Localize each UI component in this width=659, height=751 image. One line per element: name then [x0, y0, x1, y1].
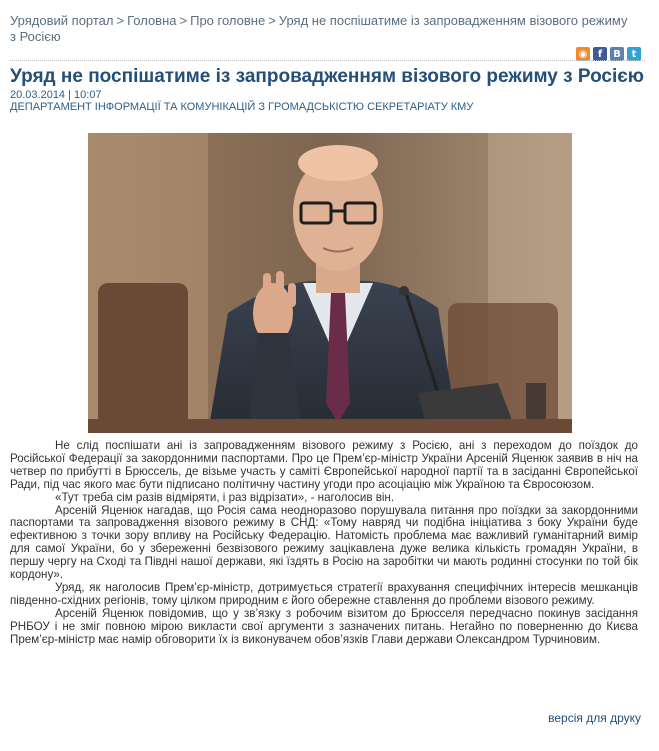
photo-illustration — [88, 133, 572, 433]
share-icons — [576, 47, 641, 61]
article-photo — [88, 133, 572, 433]
vkontakte-icon[interactable]: В — [610, 47, 624, 61]
print-version-link[interactable]: версія для друку — [548, 711, 641, 725]
rss-icon[interactable]: ◉ — [576, 47, 590, 61]
breadcrumb-current: Уряд не поспішатиме із запровадженням візового режиму з Росією — [10, 13, 628, 44]
breadcrumb-separator: > — [116, 13, 125, 28]
header-divider — [10, 60, 645, 61]
article-paragraph: Арсеній Яценюк нагадав, що Росія сама неодноразово порушувала питання про поїздки за закордонними паспортами та запровадження візового режиму в СНД: «Тому навряд чи подібна ініціатива з боку України буде ефективною з точки зору впливу на Російську Федерацію. Натомість проблема має важливий гуманітарний вимір для самої України, бо у збереженні безвізового режиму зацікавлена дуже велика кількість громадян України, в першу чергу на Сході та Півдні нашої держави, які їздять в Росію на заробітки чи мають родинні стосунки по той бік кордону». — [10, 503, 638, 582]
article-paragraph: «Тут треба сім разів відміряти, і раз відрізати», - наголосив він. — [55, 490, 395, 504]
breadcrumb-link-portal[interactable]: Урядовий портал — [10, 13, 114, 28]
breadcrumb-link-home[interactable]: Головна — [127, 13, 177, 28]
breadcrumb — [10, 13, 635, 45]
article-paragraph: Уряд, як наголосив Прем’єр-міністр, дотримується стратегії врахування специфічних інтересів мешканців південно-східних регіонів, тому цілком природним є його обережне ставлення до проблеми візового режиму. — [10, 580, 638, 607]
article-datetime: 20.03.2014 | 10:07 — [10, 89, 102, 101]
article-title: Уряд не поспішатиме із запровадженням візового режиму з Росією — [10, 66, 644, 87]
breadcrumb-link-main[interactable]: Про головне — [190, 13, 266, 28]
breadcrumb-separator: > — [179, 13, 188, 28]
article-department: ДЕПАРТАМЕНТ ІНФОРМАЦІЇ ТА КОМУНІКАЦІЙ З ГРОМАДСЬКІСТЮ СЕКРЕТАРІАТУ КМУ — [10, 101, 474, 113]
article-paragraph: Арсеній Яценюк повідомив, що у зв’язку з робочим візитом до Брюсселя передчасно покинув засідання РНБОУ і не зміг повною мірою викласти свої аргументи з зазначених питань. Негайно по поверненню до Києва Прем’єр-міністр має намір обговорити їх із виконувачем обов’язків Глави держави Олександром Турчиновим. — [10, 606, 638, 646]
article-body — [10, 440, 638, 647]
facebook-icon[interactable]: f — [593, 47, 607, 61]
article-paragraph: Не слід поспішати ані із запровадженням візового режиму з Росією, ані з переходом до поїздок до Російської Федерації за закордонними паспортами. Про це Прем’єр-міністр України Арсеній Яценюк заявив в ніч на четвер по прибутті в Брюссель, де візьме участь у саміті Європейської народної партії та в засіданні Європейської Ради, під час якого має бути підписано політичну частину угоди про асоціацію між Україною та Євросоюзом. — [10, 439, 638, 491]
breadcrumb-separator: > — [268, 13, 276, 28]
twitter-icon[interactable]: t — [627, 47, 641, 61]
